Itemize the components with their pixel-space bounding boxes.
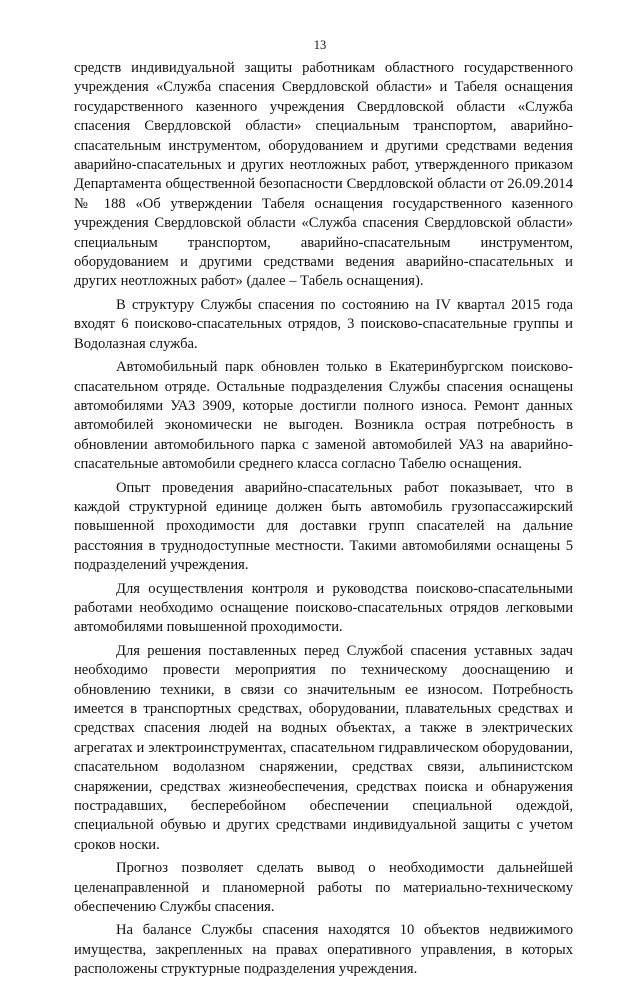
page-number: 13 bbox=[313, 38, 327, 52]
paragraph-3: Автомобильный парк обновлен только в Екатеринбургском поисково-спасательном отряде. Остальные подразделения Службы спасения оснащены автомобилями УАЗ 3909, которые достигли полного износа. Ремонт данных автомобилей экономически не выгоден. Возникла острая потребность в обновлении автомобильного парка с заменой автомобилей УАЗ на аварийно-спасательные автомобили среднего класса согласно Табелю оснащения. bbox=[74, 359, 573, 473]
paragraph-6: Для решения поставленных перед Службой спасения уставных задач необходимо провести мероприятия по техническому дооснащению и обновлению техники, в связи со значительным ее износом. Потребность имеется в транспортных средствах, оборудовании, плавательных средствах и средствах спасения людей на водных объектах, а также в электрических агрегатах и электроинструментах, спасательном гидравлическом оборудовании, спасательном водолазном снаряжении, средствах связи, альпинистском снаряжении, средствах жизнеобеспечения, средствах поиска и обнаружения пострадавших, бесперебойном обеспечении специальной одеждой, специальной обувью и других средствами индивидуальной защиты с учетом сроков носки. bbox=[74, 642, 573, 853]
paragraph-4: Опыт проведения аварийно-спасательных работ показывает, что в каждой структурной единице должен быть автомобиль грузопассажирский повышенной проходимости для доставки групп спасателей на дальние расстояния в труднодоступные местности. Такими автомобилями оснащены 5 подразделений учреждения. bbox=[74, 479, 573, 574]
paragraph-8: На балансе Службы спасения находятся 10 объектов недвижимого имущества, закрепленных на правах оперативного управления, в которых расположены структурные подразделения учреждения. bbox=[74, 922, 573, 978]
paragraph-2: В структуру Службы спасения по состоянию на IV квартал 2015 года входят 6 поисково-спасательных отрядов, 3 поисково-спасательные группы и Водолазная служба. bbox=[74, 296, 573, 352]
document-body bbox=[74, 59, 573, 984]
paragraph-5: Для осуществления контроля и руководства поисково-спасательными работами необходимо оснащение поисково-спасательных отрядов легковыми автомобилями повышенной проходимости. bbox=[74, 580, 573, 636]
paragraph-7: Прогноз позволяет сделать вывод о необходимости дальнейшей целенаправленной и планомерной работы по материально-техническому обеспечению Службы спасения. bbox=[74, 860, 573, 916]
paragraph-1: средств индивидуальной защиты работникам областного государственного учреждения «Служба спасения Свердловской области» и Табеля оснащения государственного казенного учреждения Свердловской области «Служба спасения Свердловской области» специальным транспортом, аварийно-спасательным инструментом, оборудованием и другими средствами ведения аварийно-спасательных и других неотложных работ, утвержденного приказом Департамента общественной безопасности Свердловской области от 26.09.2014 № 188 «Об утверждении Табеля оснащения государственного казенного учреждения Свердловской области «Служба спасения Свердловской области» специальным транспортом, аварийно-спасательным инструментом, оборудованием и другими средствами ведения аварийно-спасательных и других неотложных работ» (далее – Табель оснащения). bbox=[74, 60, 573, 290]
